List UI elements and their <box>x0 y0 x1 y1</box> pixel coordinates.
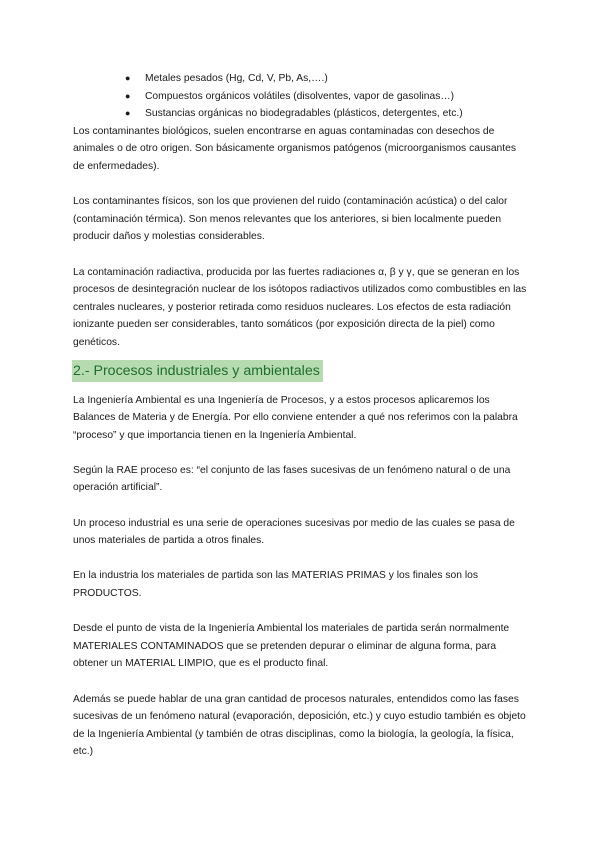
paragraph-physical: Los contaminantes físicos, son los que provienen del ruido (contaminación acústica) o del calor (contaminación térmica). Son menos relevantes que los anteriores, si bien localmente pueden producir daños y molestias considerables. <box>73 196 508 243</box>
list-item: ● Sustancias orgánicas no biodegradables (plásticos, detergentes, etc.) <box>125 105 528 123</box>
paragraph-contaminated-materials: Desde el punto de vista de la Ingeniería Ambiental los materiales de partida serán normalmente MATERIALES CONTAMINADOS que se pretenden depurar o eliminar de alguna forma, para obtener un MATERIAL LIMPIO, que es el producto final. <box>73 623 510 670</box>
bullet-icon: ● <box>125 90 131 101</box>
list-item: ● Metales pesados (Hg, Cd, V, Pb, As,….) <box>125 70 528 88</box>
contaminant-list <box>73 70 528 123</box>
paragraph-process-engineering: La Ingeniería Ambiental es una Ingeniería de Procesos, y a estos procesos aplicaremos los Balances de Materia y de Energía. Por ello conviene entender a qué nos referimos con la palabra “proceso” y que importancia tienen en la Ingeniería Ambiental. <box>73 394 518 441</box>
document-body <box>73 70 528 779</box>
paragraph-raw-materials: En la industria los materiales de partida son las MATERIAS PRIMAS y los finales son los PRODUCTOS. <box>73 570 478 600</box>
bullet-icon: ● <box>125 108 131 119</box>
paragraph-industrial-process: Un proceso industrial es una serie de operaciones sucesivas por medio de las cuales se pasa de unos materiales de partida a otros finales. <box>73 517 515 547</box>
section-heading-wrap <box>73 360 528 382</box>
paragraph-biological: Los contaminantes biológicos, suelen encontrarse en aguas contaminadas con desechos de animales o de otro origen. Son básicamente organismos patógenos (microorganismos causantes de enfermedades). <box>73 125 517 172</box>
paragraph-radioactive: La contaminación radiactiva, producida por las fuertes radiaciones α, β y γ, que se generan en los procesos de desintegración nuclear de los isótopos radiactivos utilizados como combustibles en las centrales nucleares, y posterior retirada como residuos nucleares. Los efectos de esta radiación ionizante pueden ser considerables, tanto somáticos (por exposición directa de la piel) como genéticos. <box>73 266 527 348</box>
section-heading: 2.- Procesos industriales y ambientales <box>72 360 323 382</box>
paragraph-natural-processes: Además se puede hablar de una gran cantidad de procesos naturales, entendidos como las fases sucesivas de un fenómeno natural (evaporación, deposición, etc.) y cuyo estudio también es objeto de la Ingeniería Ambiental (y también de otras disciplinas, como la biología, la geología, la física, etc.) <box>73 693 526 758</box>
list-item: ● Compuestos orgánicos volátiles (disolventes, vapor de gasolinas…) <box>125 88 528 106</box>
paragraph-rae-definition: Según la RAE proceso es: “el conjunto de las fases sucesivas de un fenómeno natural o de una operación artificial”. <box>73 464 511 494</box>
bullet-icon: ● <box>125 73 131 83</box>
